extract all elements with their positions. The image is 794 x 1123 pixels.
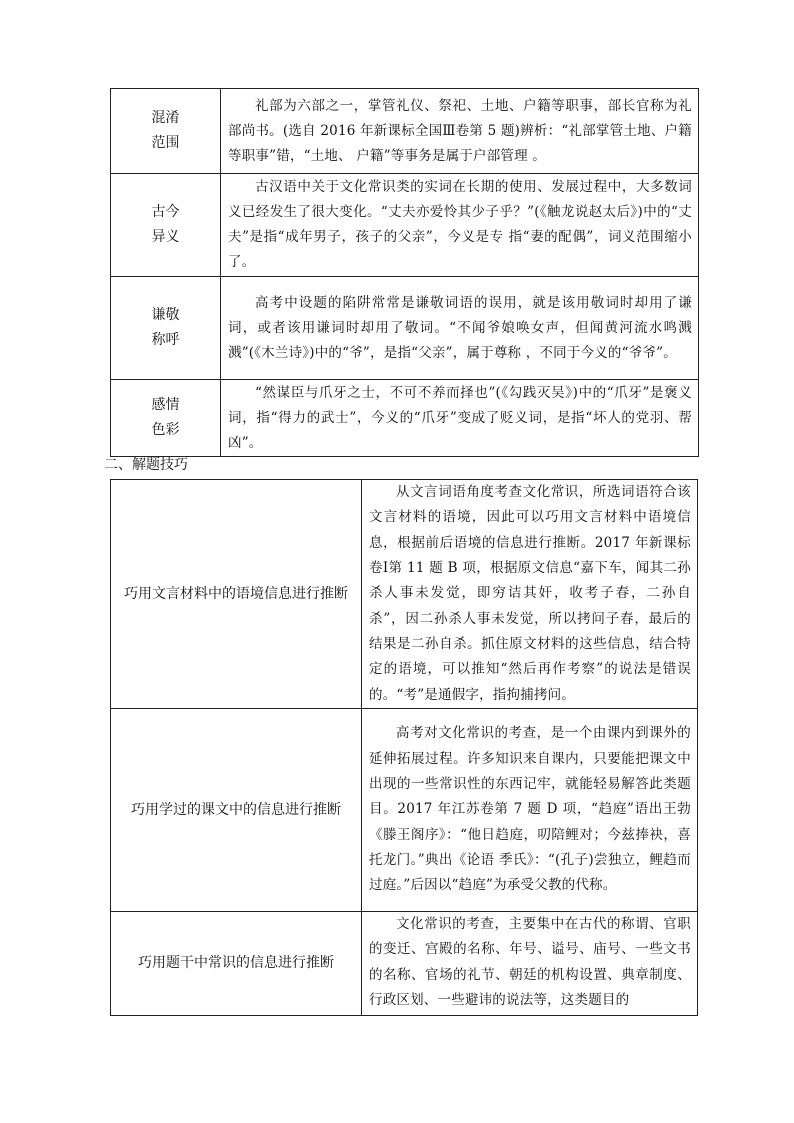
label-line: 古今	[151, 204, 180, 220]
label-line: 感情	[151, 397, 180, 413]
row-label	[111, 89, 221, 174]
table-row	[111, 174, 699, 277]
row-text: “然谋臣与爪牙之士，不可不养而择也”(《勾践灭吴》)中的“爪牙”是褒义词，指“得力的武士”，今义的“爪牙”变成了贬义词，是指“坏人的党羽、帮凶”。	[221, 380, 699, 457]
label-line: 称呼	[151, 332, 180, 348]
table-row	[111, 709, 698, 912]
label-line: 色彩	[151, 422, 180, 438]
label-line: 异义	[151, 229, 180, 245]
table-row	[111, 912, 698, 1016]
table-row	[111, 277, 699, 380]
technique-table	[110, 479, 698, 1016]
row-label	[111, 174, 221, 277]
label-line: 混淆	[151, 110, 180, 126]
row-text: 高考对文化常识的考查，是一个由课内到课外的延伸拓展过程。许多知识来自课内，只要能把课文中出现的一些常识性的东西记牢，就能轻易解答此类题目。2017 年江苏卷第 7 题 D 项，“趋庭”语出王勃《滕王阁序》：“他日趋庭，叨陪鲤对；今兹捧袂，喜托龙门。”典出《论语 季氏》：“(孔子)尝独立，鲤趋而过庭。”后因以“趋庭”为承受父教的代称。	[362, 709, 698, 912]
row-text: 古汉语中关于文化常识类的实词在长期的使用、发展过程中，大多数词义已经发生了很大变化。“丈夫亦爱怜其少子乎？”(《触龙说赵太后》)中的“丈夫”是指“成年男子，孩子的父亲”，今义是专 指“妻的配偶”，词义范围缩小了。	[221, 174, 699, 277]
table-row	[111, 380, 699, 457]
knowledge-table	[110, 88, 699, 457]
table-row	[111, 89, 699, 174]
table-row	[111, 480, 698, 709]
row-label	[111, 380, 221, 457]
row-label: 巧用文言材料中的语境信息进行推断	[111, 480, 362, 709]
section-heading: 二、解题技巧	[104, 457, 188, 473]
row-label: 巧用题干中常识的信息进行推断	[111, 912, 362, 1016]
row-label	[111, 277, 221, 380]
row-label: 巧用学过的课文中的信息进行推断	[111, 709, 362, 912]
row-text: 高考中设题的陷阱常常是谦敬词语的误用，就是该用敬词时却用了谦词，或者该用谦词时却用了敬词。“不闻爷娘唤女声，但闻黄河流水鸣溅溅”(《木兰诗》)中的“爷”，是指“父亲”，属于尊称 ，不同于今义的“爷爷”。	[221, 277, 699, 380]
row-text: 从文言词语角度考查文化常识，所选词语符合该文言材料的语境，因此可以巧用文言材料中语境信息，根据前后语境的信息进行推断。2017 年新课标卷Ⅰ第 11 题 B 项，根据原文信息“嘉下车，闻其二孙杀人事未发觉，即穷诘其奸，收考子春，二孙自杀”，因二孙杀人事未发觉，所以拷问子春，最后的结果是二孙自杀。抓住原文材料的这些信息，结合特定的语境，可以推知“然后再作考察”的说法是错误的。“考”是通假字，指拘捕拷问。	[362, 480, 698, 709]
label-line: 谦敬	[151, 307, 180, 323]
label-line: 范围	[151, 135, 180, 151]
row-text: 礼部为六部之一，掌管礼仪、祭祀、土地、户籍等职事，部长官称为礼部尚书。(选自 2016 年新课标全国Ⅲ卷第 5 题)辨析：“礼部掌管土地、户籍等职事”错，“土地、 户籍”等事务是属于户部管理 。	[221, 89, 699, 174]
row-text: 文化常识的考查，主要集中在古代的称谓、官职的变迁、宫殿的名称、年号、谥号、庙号、一些文书的名称、官场的礼节、朝廷的机构设置、典章制度、行政区划、一些避讳的说法等，这类题目的	[362, 912, 698, 1016]
